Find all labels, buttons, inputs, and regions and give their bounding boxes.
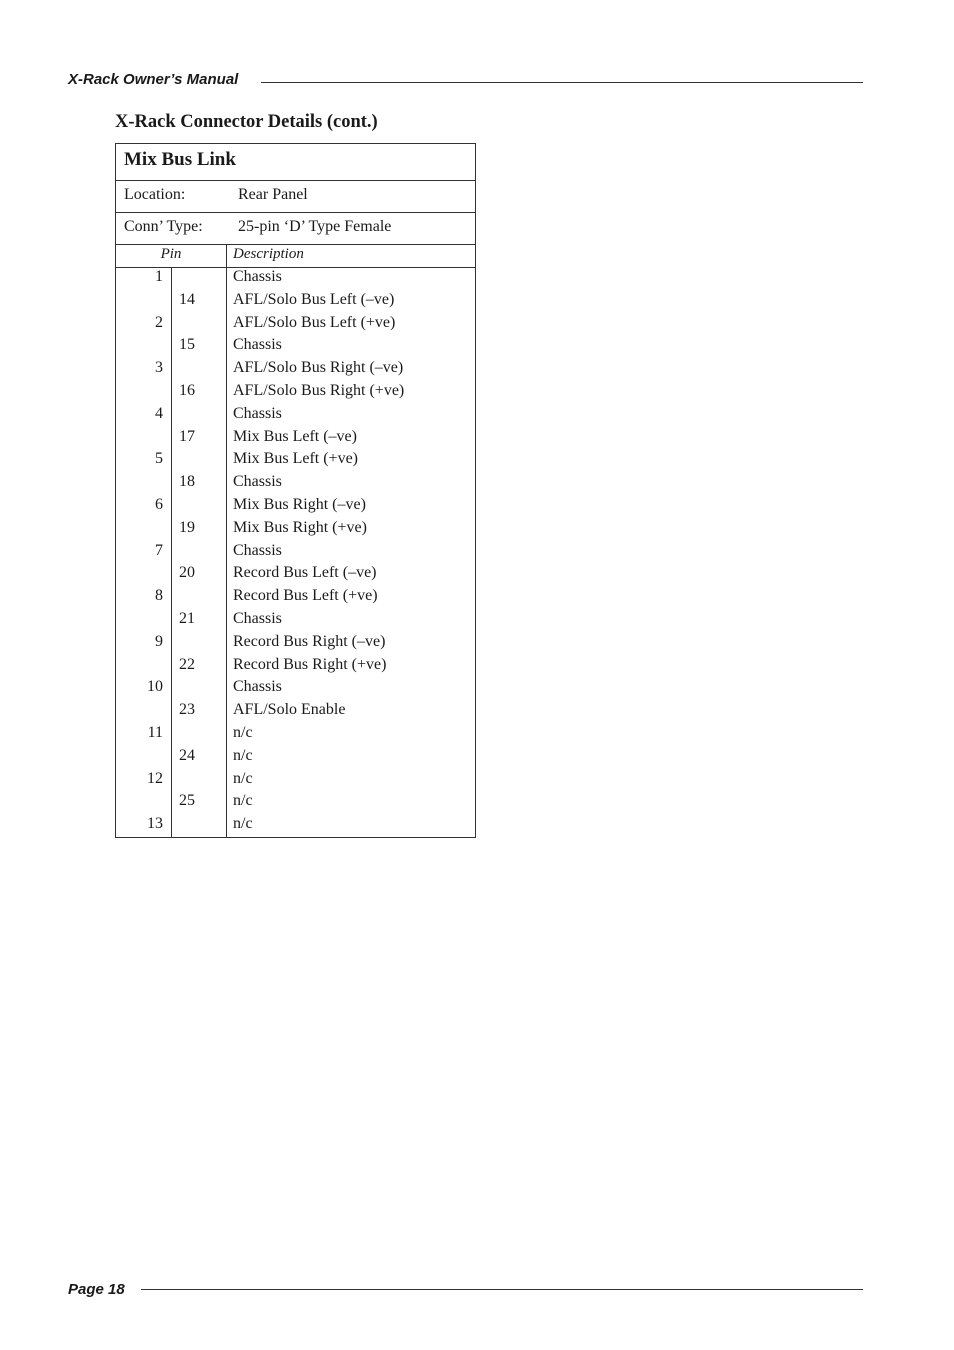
- location-label: Location:: [124, 186, 186, 203]
- pin-description: Mix Bus Left (–ve): [233, 427, 357, 445]
- pin-description: n/c: [233, 792, 253, 810]
- pin-number: 2: [155, 313, 163, 331]
- table-row: [116, 542, 475, 565]
- pin-description: Chassis: [233, 336, 282, 354]
- pin-number: 14: [179, 290, 195, 308]
- table-row: [116, 656, 475, 679]
- pin-number: 21: [179, 609, 195, 627]
- pin-number: 20: [179, 564, 195, 582]
- pin-number: 6: [155, 495, 163, 513]
- pin-number: 18: [179, 473, 195, 491]
- pin-number: 23: [179, 701, 195, 719]
- section-title: X-Rack Connector Details (cont.): [115, 112, 378, 132]
- table-row: [116, 770, 475, 793]
- table-row: [116, 724, 475, 747]
- page-number: Page 18: [68, 1281, 125, 1298]
- pin-number: 25: [179, 792, 195, 810]
- pin-number: 3: [155, 359, 163, 377]
- table-row: [116, 336, 475, 359]
- table-row: [116, 450, 475, 473]
- pin-description: n/c: [233, 723, 253, 741]
- pin-description: AFL/Solo Enable: [233, 701, 346, 719]
- table-row: [116, 473, 475, 496]
- pin-description: Chassis: [233, 473, 282, 491]
- pin-description: Chassis: [233, 541, 282, 559]
- pin-description: AFL/Solo Bus Left (–ve): [233, 290, 395, 308]
- footer-rule: [141, 1289, 863, 1290]
- connector-title-bar: [116, 144, 475, 181]
- table-row: [116, 268, 475, 291]
- pin-rows: [116, 268, 475, 838]
- pin-number: 24: [179, 746, 195, 764]
- conn-type-value: 25-pin ‘D’ Type Female: [238, 218, 392, 235]
- table-row: [116, 747, 475, 770]
- connector-table: [115, 143, 476, 838]
- pin-description: Mix Bus Right (+ve): [233, 518, 367, 536]
- pin-number: 17: [179, 427, 195, 445]
- pin-number: 4: [155, 404, 163, 422]
- pin-description: Chassis: [233, 609, 282, 627]
- table-row: [116, 496, 475, 519]
- pin-description: Record Bus Left (+ve): [233, 587, 378, 605]
- pin-description: AFL/Solo Bus Left (+ve): [233, 313, 396, 331]
- pin-number: 19: [179, 518, 195, 536]
- table-row: [116, 405, 475, 428]
- pin-description: n/c: [233, 769, 253, 787]
- table-row: [116, 359, 475, 382]
- table-row: [116, 678, 475, 701]
- header-rule: [261, 82, 863, 83]
- pin-number: 1: [155, 268, 163, 285]
- pin-description: Mix Bus Left (+ve): [233, 450, 358, 468]
- location-value: Rear Panel: [238, 186, 308, 203]
- pin-description: n/c: [233, 815, 253, 833]
- pin-description: AFL/Solo Bus Right (+ve): [233, 381, 405, 399]
- table-row: [116, 382, 475, 405]
- location-row: [116, 181, 475, 213]
- pin-description: Record Bus Right (–ve): [233, 632, 386, 650]
- table-row: [116, 314, 475, 337]
- conn-type-row: [116, 213, 475, 245]
- table-row: [116, 428, 475, 451]
- pin-description: Chassis: [233, 268, 282, 285]
- pin-number: 10: [147, 678, 163, 696]
- pin-description: Chassis: [233, 404, 282, 422]
- pin-description: Record Bus Left (–ve): [233, 564, 377, 582]
- pin-column-header: Pin: [160, 246, 182, 262]
- description-column-header: Description: [233, 246, 304, 262]
- pin-number: 8: [155, 587, 163, 605]
- pin-number: 7: [155, 541, 163, 559]
- conn-type-label: Conn’ Type:: [124, 218, 203, 235]
- pin-number: 9: [155, 632, 163, 650]
- table-row: [116, 792, 475, 815]
- pin-description: AFL/Solo Bus Right (–ve): [233, 359, 404, 377]
- table-row: [116, 519, 475, 542]
- column-header-row: [116, 245, 475, 268]
- pin-number: 22: [179, 655, 195, 673]
- pin-description: Mix Bus Right (–ve): [233, 495, 366, 513]
- pin-number: 5: [155, 450, 163, 468]
- connector-name: Mix Bus Link: [124, 149, 236, 170]
- table-row: [116, 815, 475, 838]
- table-row: [116, 564, 475, 587]
- table-row: [116, 701, 475, 724]
- pin-description: Chassis: [233, 678, 282, 696]
- running-header: X-Rack Owner’s Manual: [68, 71, 239, 88]
- pin-number: 11: [147, 723, 163, 741]
- pin-number: 12: [147, 769, 163, 787]
- pin-number: 16: [179, 381, 195, 399]
- table-row: [116, 633, 475, 656]
- table-row: [116, 291, 475, 314]
- pin-description: n/c: [233, 746, 253, 764]
- pin-number: 13: [147, 815, 163, 833]
- table-row: [116, 587, 475, 610]
- pin-number: 15: [179, 336, 195, 354]
- pin-description: Record Bus Right (+ve): [233, 655, 387, 673]
- table-row: [116, 610, 475, 633]
